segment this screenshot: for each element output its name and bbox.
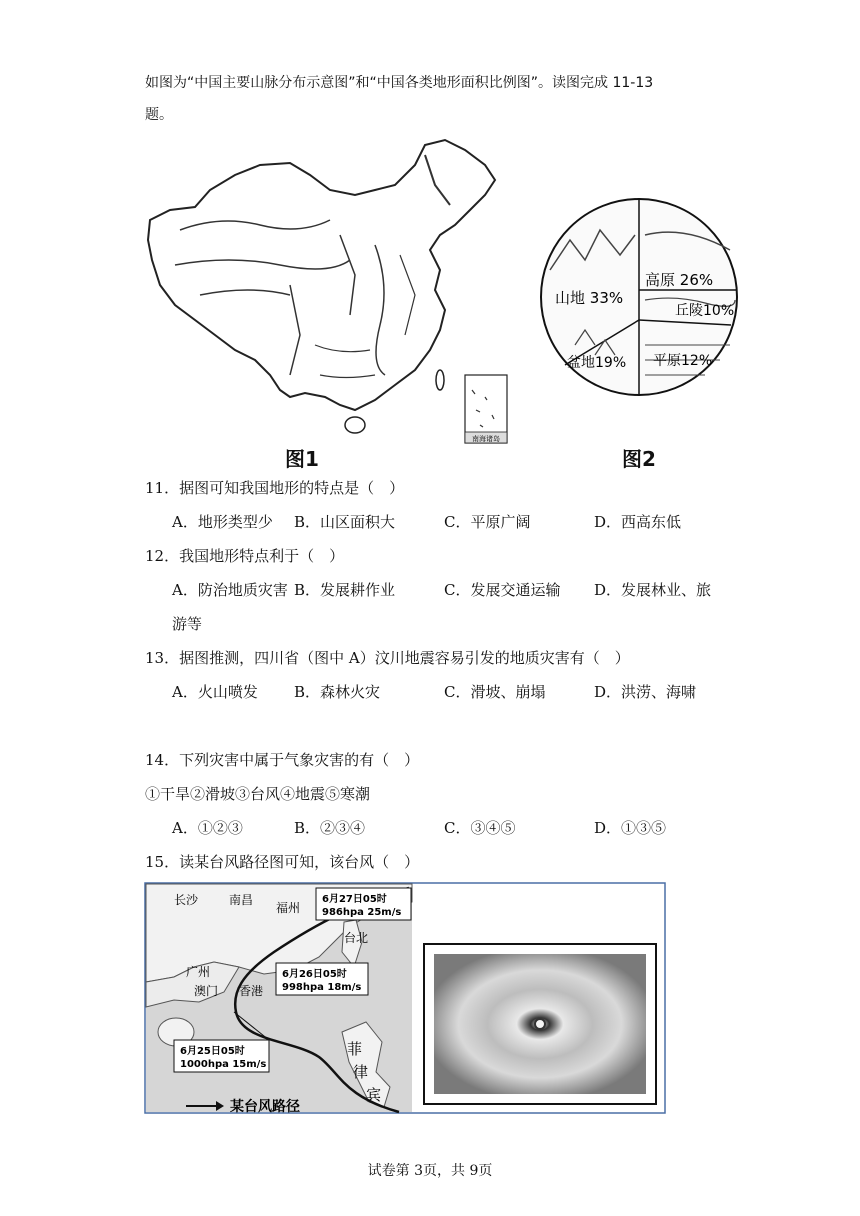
point-june26 xyxy=(276,963,368,995)
q11-option-a: A．地形类型少 xyxy=(172,513,273,531)
question-12-stem: 12．我国地形特点利于（ ） xyxy=(145,547,345,565)
q14-option-b: B．②③④ xyxy=(294,819,366,837)
fig2-label: 图2 xyxy=(622,447,656,471)
slice-label-plain: 平原12% xyxy=(653,353,713,369)
q12-option-a: A．防治地质灾害 xyxy=(172,581,288,599)
place-macau: 澳门 xyxy=(194,984,219,998)
svg-text:6月26日05时: 6月26日05时 xyxy=(282,969,347,980)
slice-label-plateau: 高原 26% xyxy=(645,271,714,289)
q12-option-d-continuation: 游等 xyxy=(172,615,203,633)
china-outline xyxy=(148,140,495,410)
q11-option-c: C．平原广阔 xyxy=(444,513,531,531)
question-14-items: ①干旱②滑坡③台风④地震⑤寒潮 xyxy=(145,785,371,803)
svg-text:6月25日05时: 6月25日05时 xyxy=(180,1046,245,1057)
page-footer: 试卷第 3页，共 9页 xyxy=(367,1163,493,1179)
place-bin: 宾 xyxy=(366,1086,382,1104)
intro-line-2: 题。 xyxy=(145,107,173,123)
slice-label-hill: 丘陵10% xyxy=(675,303,735,319)
q11-option-d: D．西高东低 xyxy=(594,513,682,531)
svg-text:6月27日05时: 6月27日05时 xyxy=(322,894,387,905)
question-11-stem: 11．据图可知我国地形的特点是（ ） xyxy=(145,479,405,497)
hainan-island xyxy=(345,417,365,433)
inset-label: 南海诸岛 xyxy=(472,435,500,443)
place-changsha: 长沙 xyxy=(174,893,199,907)
question-13-stem: 13．据图推测，四川省（图中 A）汶川地震容易引发的地质灾害有（ ） xyxy=(145,649,630,667)
svg-text:某台风路径: 某台风路径 xyxy=(230,1099,300,1114)
svg-text:998hpa 18m/s: 998hpa 18m/s xyxy=(282,982,362,993)
svg-text:1000hpa 15m/s: 1000hpa 15m/s xyxy=(180,1059,267,1070)
china-mountain-map xyxy=(140,135,520,445)
place-fei: 菲 xyxy=(347,1040,363,1058)
terrain-pie-chart xyxy=(535,195,747,400)
svg-text:986hpa 25m/s: 986hpa 25m/s xyxy=(322,907,402,918)
question-15-stem: 15．读某台风路径图可知，该台风（ ） xyxy=(145,853,420,871)
q14-option-a: A．①②③ xyxy=(172,819,243,837)
q14-option-c: C．③④⑤ xyxy=(444,819,516,837)
typhoon-figure xyxy=(144,882,666,1114)
point-june27 xyxy=(316,888,411,920)
q11-option-b: B．山区面积大 xyxy=(294,513,396,531)
q13-option-a: A．火山喷发 xyxy=(172,683,258,701)
place-taibei: 台北 xyxy=(344,931,369,945)
q13-option-c: C．滑坡、崩塌 xyxy=(444,683,546,701)
q12-option-d: D．发展林业、旅 xyxy=(594,581,712,599)
slice-label-mountain: 山地 33% xyxy=(555,289,624,307)
question-14-stem: 14．下列灾害中属于气象灾害的有（ ） xyxy=(145,751,420,769)
q12-option-b: B．发展耕作业 xyxy=(294,581,396,599)
place-lu: 律 xyxy=(353,1063,369,1081)
intro-line-1: 如图为“中国主要山脉分布示意图”和“中国各类地形面积比例图”。读图完成 11-13 xyxy=(145,75,654,91)
q12-option-c: C．发展交通运输 xyxy=(444,581,561,599)
taiwan-island xyxy=(436,370,444,390)
place-hongkong: 香港 xyxy=(239,984,264,998)
slice-label-basin: 盆地19% xyxy=(567,355,627,371)
q13-option-d: D．洪涝、海啸 xyxy=(594,683,697,701)
q13-option-b: B．森林火灾 xyxy=(294,683,381,701)
q14-option-d: D．①③⑤ xyxy=(594,819,667,837)
place-fuzhou: 福州 xyxy=(276,901,301,915)
place-nanchang: 南昌 xyxy=(229,893,254,907)
place-guangzhou: 广州 xyxy=(186,965,211,979)
fig1-label: 图1 xyxy=(285,447,319,471)
point-june25 xyxy=(174,1040,269,1072)
